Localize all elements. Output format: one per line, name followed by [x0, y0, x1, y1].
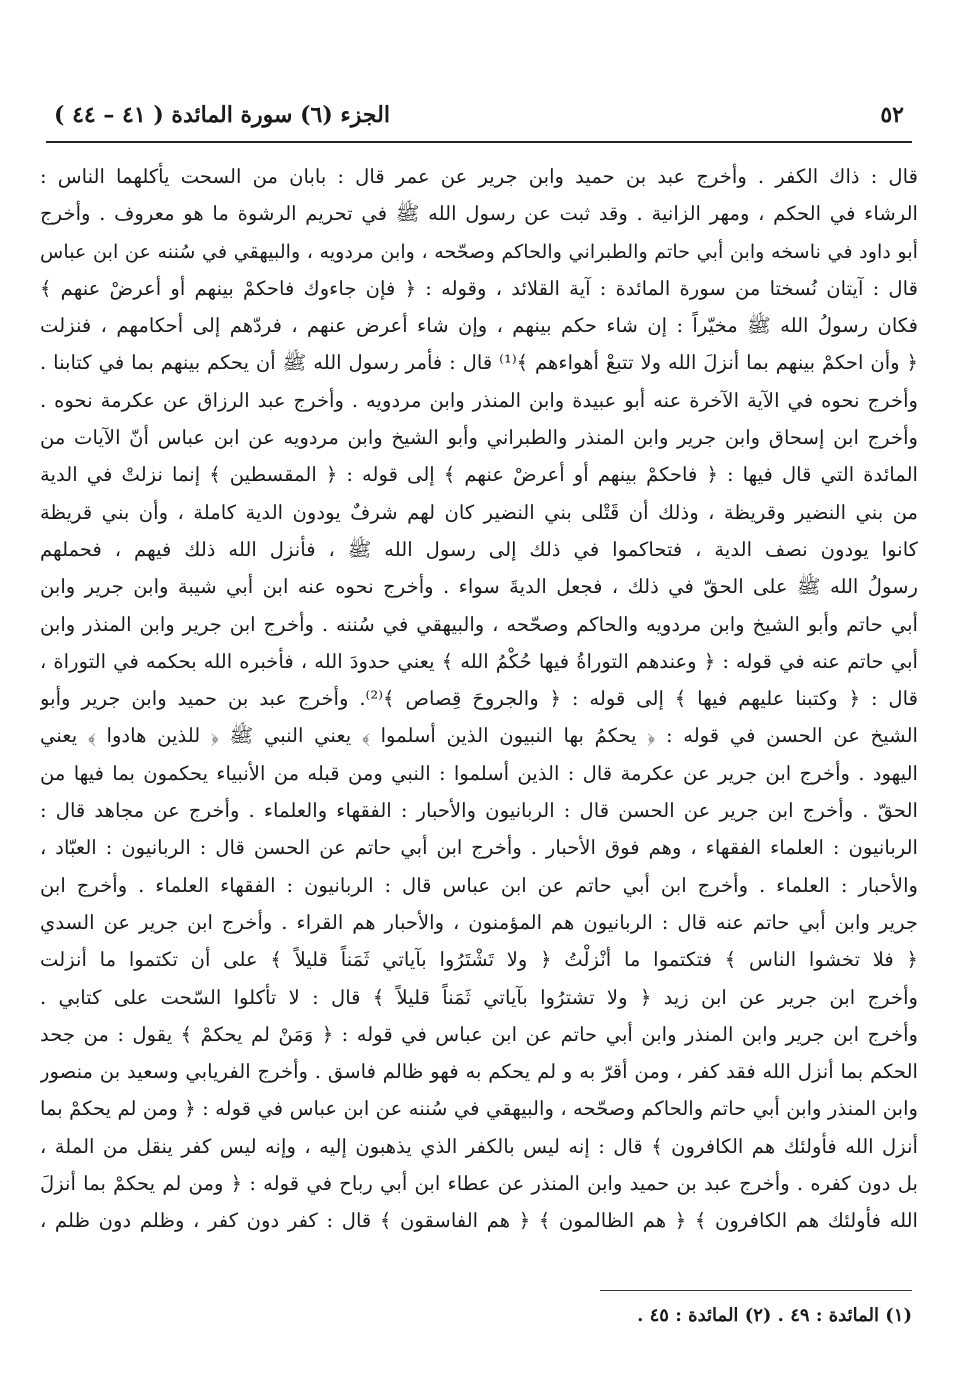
text-line: الربانيون : العلماء الفقهاء ، وهم فوق الأحبار . وأخرج ابن أبي حاتم عن الحسن قال : الربانيون : العبّاد ، — [40, 836, 918, 860]
text-line: الشيخ عن الحسن في قوله : ﴿ يحكمُ بها النبيون الذين أسلموا ﴾ يعني النبي ﷺ ﴿ للذين هادوا ﴾ يعني — [40, 724, 918, 748]
text-line: أبي حاتم عنه في قوله : ﴿ وعندهم التوراةُ فيها حُكْمُ الله ﴾ يعني حدودَ الله ، فأخبره الله بحكمه في التوراة ، — [40, 649, 918, 673]
text-line: وأخرج ابن إسحاق وابن جرير وابن المنذر والطبراني وأبو الشيخ وابن مردويه عن ابن عباس أنّ الآيات من — [40, 426, 918, 450]
text-line: الحقّ . وأخرج ابن جرير عن الحسن قال : الربانيون والأحبار : الفقهاء والعلماء . وأخرج عن مجاهد قال : — [40, 799, 918, 823]
text-line: اليهود . وأخرج ابن جرير عن عكرمة قال : الذين أسلموا : النبي ومن قبله من الأنبياء يحكمون بما فيها من — [40, 761, 918, 785]
header-rule — [46, 141, 912, 143]
footnotes: (١) المائدة : ٤٩ . (٢) المائدة : ٤٥ . — [637, 1305, 912, 1326]
text-line: قال : ﴿ وكتبنا عليهم فيها ﴾ إلى قوله : ﴿ والجروحَ قِصاص ﴾⁽²⁾. وأخرج عبد بن حميد وابن جرير وأبو — [40, 687, 918, 711]
text-line: ﴿ وأن احكمْ بينهم بما أنزلَ الله ولا تتبعْ أهواءهم ﴾⁽¹⁾ قال : فأمر رسول الله ﷺ أن يحكم بينهم بما في كتابنا . — [40, 351, 918, 375]
text-line: كانوا يودون نصف الدية ، فتحاكموا في ذلك إلى رسول الله ﷺ ، فأنزل الله ذلك فيهم ، فحملهم — [40, 537, 918, 561]
text-line: أبو داود في ناسخه وابن أبي حاتم والطبراني والحاكم وصحّحه ، وابن مردويه ، والبيهقي في سُننه عن ابن عباس — [40, 239, 918, 263]
footnote-rule — [600, 1290, 912, 1291]
body-text — [40, 158, 918, 1240]
text-line: أبي حاتم وأبو الشيخ وابن مردويه والحاكم وصحّحه ، والبيهقي في سُننه . وأخرج ابن جرير وابن المنذر وابن — [40, 612, 918, 636]
text-line: أنزل الله فأولئك هم الكافرون ﴾ قال : إنه ليس بالكفر الذي يذهبون إليه ، وإنه ليس كفر ينقل من الملة ، — [40, 1134, 918, 1158]
text-line: وأخرج ابن جرير عن ابن زيد ﴿ ولا تشترُوا بآياتي ثَمَناً قليلاً ﴾ قال : لا تأكلوا السّحت على كتابي . — [40, 985, 918, 1009]
text-line: من بني النضير وقريظة ، وذلك أن قَتْلى بني النضير كان لهم شرفٌ يودون الدية كاملة ، وأن بني قريظة — [40, 500, 918, 524]
text-line: قال : آيتان نُسختا من سورة المائدة : آية القلائد ، وقوله : ﴿ فإن جاءوك فاحكمْ بينهم أو أعرضْ عنهم ﴾ — [40, 276, 918, 300]
page-number: ٥٢ — [880, 102, 904, 128]
page-header — [46, 96, 912, 140]
text-line: وأخرج ابن جرير وابن المنذر وابن أبي حاتم عن ابن عباس في قوله : ﴿ وَمَنْ لم يحكمْ ﴾ يقول : من جحد — [40, 1022, 918, 1046]
text-line: والأحبار : العلماء . وأخرج ابن أبي حاتم عن ابن عباس قال : الربانيون : الفقهاء العلماء . وأخرج ابن — [40, 873, 918, 897]
text-line: فكان رسولُ الله ﷺ مخيّراً : إن شاء حكم بينهم ، وإن شاء أعرض عنهم ، فردّهم إلى أحكامهم ، فنزلت — [40, 314, 918, 338]
text-line: المائدة التي قال فيها : ﴿ فاحكمْ بينهم أو أعرضْ عنهم ﴾ إلى قوله : ﴿ المقسطين ﴾ إنما نزلتْ في الدية — [40, 463, 918, 487]
text-line: جرير وابن أبي حاتم عنه قال : الربانيون هم المؤمنون ، والأحبار هم القراء . وأخرج ابن جرير عن السدي — [40, 910, 918, 934]
text-line: وأخرج نحوه في الآية الآخرة عنه أبو عبيدة وابن المنذر وابن مردويه . وأخرج عبد الرزاق عن عكرمة نحوه . — [40, 388, 918, 412]
text-line: وابن المنذر وابن أبي حاتم والحاكم وصحّحه ، والبيهقي في سُننه عن ابن عباس في قوله : ﴿ ومن لم يحكمْ بما — [40, 1097, 918, 1121]
text-line: بل دون كفره . وأخرج عبد بن حميد وابن المنذر عن عطاء ابن أبي رباح في قوله : ﴿ ومن لم يحكمْ بما أنزلَ — [40, 1172, 918, 1196]
text-line: ﴿ فلا تخشوا الناس ﴾ فتكتموا ما أنْزلْتُ ﴿ ولا تَشْتَرُوا بآياتي ثَمَناً قليلاً ﴾ على أن تكتموا ما أنزلت — [40, 948, 918, 972]
text-line: رسولُ الله ﷺ على الحقّ في ذلك ، فجعل الديةَ سواء . وأخرج نحوه عنه ابن أبي شيبة وابن جرير وابن — [40, 575, 918, 599]
running-title: الجزء (٦) سورة المائدة ( ٤١ – ٤٤ ) — [54, 102, 390, 128]
text-line: الله فأولئك هم الكافرون ﴾ ﴿ هم الظالمون ﴾ ﴿ هم الفاسقون ﴾ قال : كفر دون كفر ، وظلم دون ظلم ، — [40, 1209, 918, 1233]
text-line: قال : ذاك الكفر . وأخرج عبد بن حميد وابن جرير عن عمر قال : بابان من السحت يأكلهما الناس : — [40, 165, 918, 188]
text-line: الحكم بما أنزل الله فقد كفر ، ومن أقرّ به و لم يحكم به فهو ظالم فاسق . وأخرج الفريابي وسعيد بن منصور — [40, 1060, 918, 1084]
text-line: الرشاء في الحكم ، ومهر الزانية . وقد ثبت عن رسول الله ﷺ في تحريم الرشوة ما هو معروف . وأخرج — [40, 202, 918, 226]
